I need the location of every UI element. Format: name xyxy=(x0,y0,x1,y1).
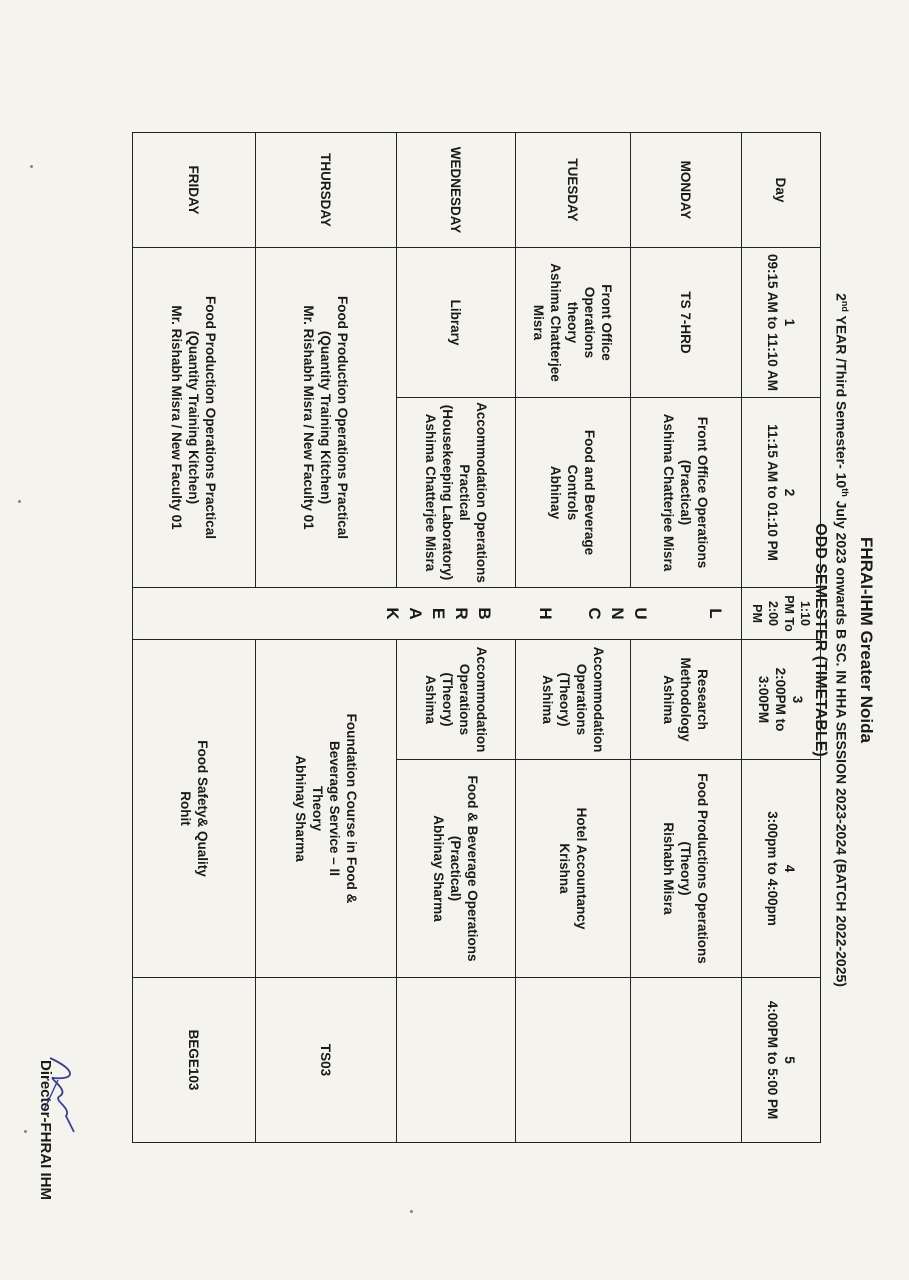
signature-label: Director-FHRAI IHM xyxy=(37,1059,54,1200)
lunch-letter: E xyxy=(429,607,448,620)
cell-p1: TS 7-HRD xyxy=(631,248,742,398)
signature-scribble-icon xyxy=(40,1050,80,1140)
cell-p4: Food Productions Operations (Theory) Rishabh Misra xyxy=(631,760,742,978)
institute-name: FHRAI-IHM Greater Noida xyxy=(857,537,876,743)
semester-title: ODD SEMESTER (TIMETABLE) xyxy=(812,523,830,757)
col-period-3: 3 2:00PM to 3:00PM xyxy=(742,640,821,760)
row-monday xyxy=(631,133,742,1143)
lunch-break-cell xyxy=(133,588,742,640)
lunch-letter: A xyxy=(406,607,425,620)
day-cell: WEDNESDAY xyxy=(397,133,516,248)
cell-p1: Library xyxy=(397,248,516,398)
cell-p5: TS03 xyxy=(256,978,397,1143)
day-cell: FRIDAY xyxy=(133,133,256,248)
cell-p2: Front Office Operations (Practical) Ashima Chatterjee Misra xyxy=(631,398,742,588)
cell-p3: Accommodation Operations (Theory) Ashima xyxy=(397,640,516,760)
cell-p4: Hotel Accountancy Krishna xyxy=(516,760,631,978)
cell-p4: Food & Beverage Operations (Practical) Abhinay Sharma xyxy=(397,760,516,978)
day-cell: TUESDAY xyxy=(516,133,631,248)
col-period-5: 5 4:00PM to 5:00 PM xyxy=(742,978,821,1143)
cell-p3-p4: Foundation Course in Food & Beverage Service – II Theory Abhinay Sharma xyxy=(256,640,397,978)
lunch-letter: H xyxy=(536,607,555,620)
cell-p1-p2: Food Production Operations Practical (Quantity Training Kitchen) Mr. Rishabh Misra / New Faculty 01 xyxy=(256,248,397,588)
program-line: 2nd YEAR /Third Semester- 10th July 2023 onwards B SC. IN HHA SESSION 2023-2024 (BATCH 2022-2025) xyxy=(833,293,850,987)
cell-p3: Accommodation Operations (Theory) Ashima xyxy=(516,640,631,760)
day-cell: MONDAY xyxy=(631,133,742,248)
lunch-letter: K xyxy=(383,607,402,620)
lunch-letter: N xyxy=(608,607,627,620)
lunch-letter: R xyxy=(452,607,471,620)
cell-p2: Food and Beverage Controls Abhinay xyxy=(516,398,631,588)
cell-p3-p4: Food Safety& Quality Rohit xyxy=(133,640,256,978)
cell-p5 xyxy=(397,978,516,1143)
scan-speck xyxy=(24,1130,27,1133)
cell-p1-p2: Food Production Operations Practical (Quantity Training Kitchen) Mr. Rishabh Misra / New Faculty 01 xyxy=(133,248,256,588)
col-period-4: 4 3:00pm to 4:00pm xyxy=(742,760,821,978)
cell-p5 xyxy=(516,978,631,1143)
scan-speck xyxy=(30,165,33,168)
col-period-1: 1 09:15 AM to 11:10 AM xyxy=(742,248,821,398)
cell-p3: Research Methodology Ashima xyxy=(631,640,742,760)
header-row xyxy=(742,133,821,1143)
cell-p1: Front Office Operations theory Ashima Chatterjee Misra xyxy=(516,248,631,398)
cell-p5 xyxy=(631,978,742,1143)
timetable xyxy=(132,132,821,1143)
lunch-letter: C xyxy=(585,607,604,620)
lunch-letter: U xyxy=(631,607,650,620)
lunch-letter: B xyxy=(475,607,494,620)
col-day: Day xyxy=(742,133,821,248)
day-cell: THURSDAY xyxy=(256,133,397,248)
cell-p5: BEGE103 xyxy=(133,978,256,1143)
col-period-2: 2 11:15 AM to 01:10 PM xyxy=(742,398,821,588)
lunch-letter: L xyxy=(706,608,725,619)
col-lunch-time: 1:10 PM To 2:00 PM xyxy=(742,588,821,640)
cell-p2: Accommodation Operations Practical (Housekeeping Laboratory) Ashima Chatterjee Misra xyxy=(397,398,516,588)
scan-speck xyxy=(18,500,21,503)
scan-speck xyxy=(410,1210,413,1213)
signature-block xyxy=(37,940,54,1200)
